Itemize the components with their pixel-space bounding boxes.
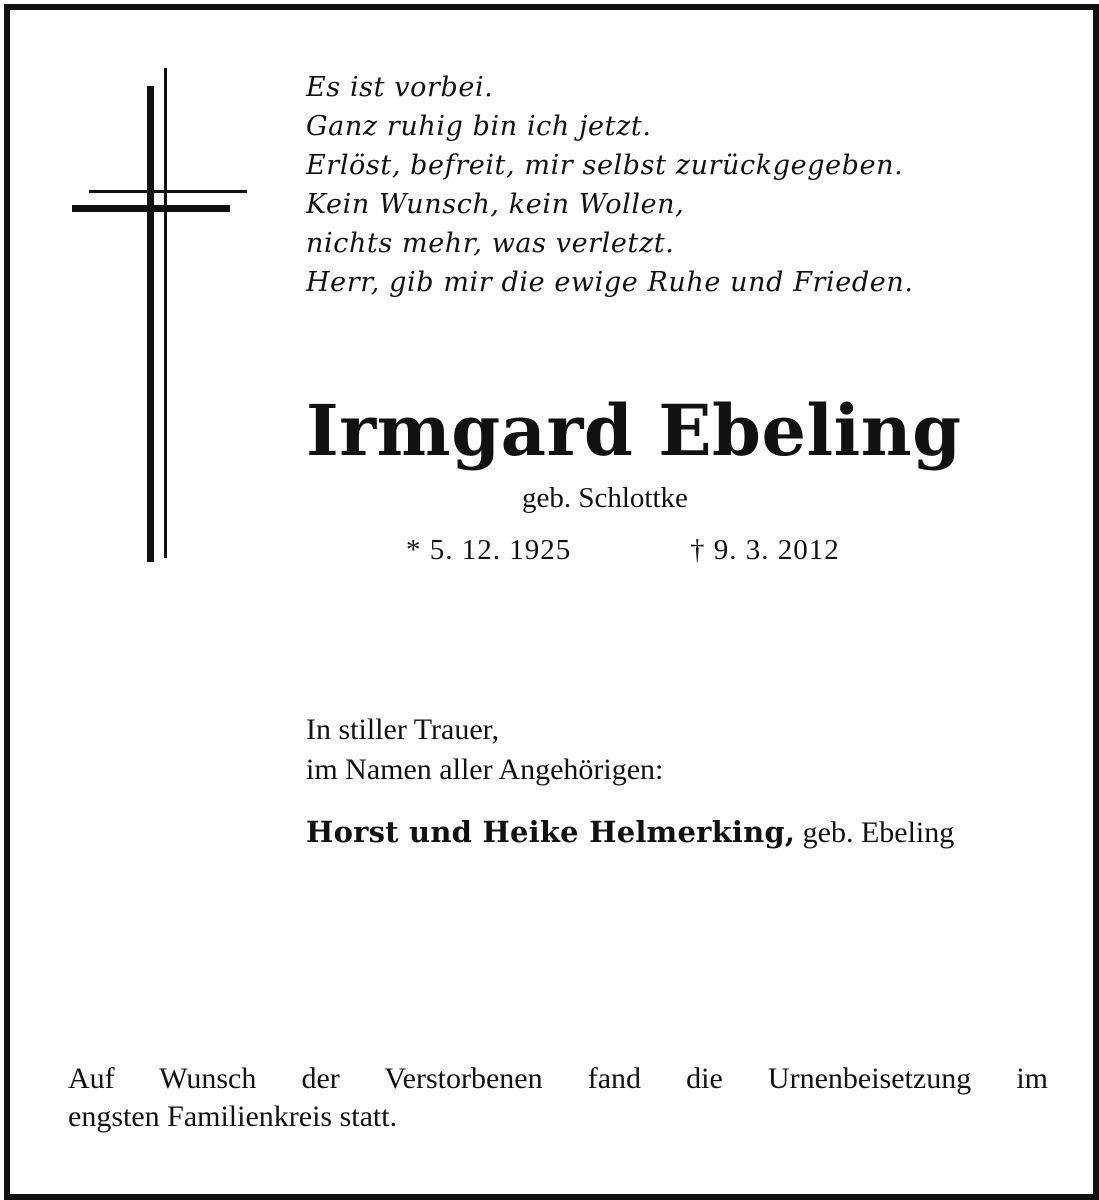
- cross-vertical-thick-bar: [147, 86, 154, 562]
- funeral-notice-line: engsten Familienkreis statt.: [68, 1100, 398, 1133]
- signers: [306, 810, 954, 855]
- mourning-line: In stiller Trauer,: [306, 713, 499, 746]
- obituary-frame: [4, 4, 1099, 1200]
- poem-line: Herr, gib mir die ewige Ruhe und Frieden.: [306, 267, 914, 298]
- poem: [306, 68, 914, 302]
- cross-horizontal-thick-bar: [72, 205, 230, 212]
- poem-line: nichts mehr, was verletzt.: [306, 228, 675, 259]
- mourning-text: [306, 710, 663, 790]
- poem-line: Erlöst, befreit, mir selbst zurückgegeben.: [306, 150, 904, 181]
- cross-horizontal-thin-bar: [89, 190, 247, 193]
- funeral-notice: [68, 1060, 1048, 1136]
- death-date: † 9. 3. 2012: [690, 534, 840, 566]
- signers-maiden-name: geb. Ebeling: [802, 816, 955, 849]
- funeral-notice-line: Auf Wunsch der Verstorbenen fand die Urnenbeisetzung im: [68, 1062, 1048, 1095]
- mourning-line: im Namen aller Angehörigen:: [306, 753, 664, 786]
- cross-vertical-thin-bar: [164, 68, 167, 558]
- signers-names: Horst und Heike Helmerking,: [306, 815, 796, 849]
- poem-line: Es ist vorbei.: [306, 72, 494, 103]
- birth-date: * 5. 12. 1925: [406, 534, 572, 566]
- poem-line: Kein Wunsch, kein Wollen,: [306, 189, 685, 220]
- deceased-name: Irmgard Ebeling: [306, 389, 962, 472]
- cross-icon: [10, 10, 270, 590]
- poem-line: Ganz ruhig bin ich jetzt.: [306, 111, 652, 142]
- maiden-name: geb. Schlottke: [522, 482, 688, 514]
